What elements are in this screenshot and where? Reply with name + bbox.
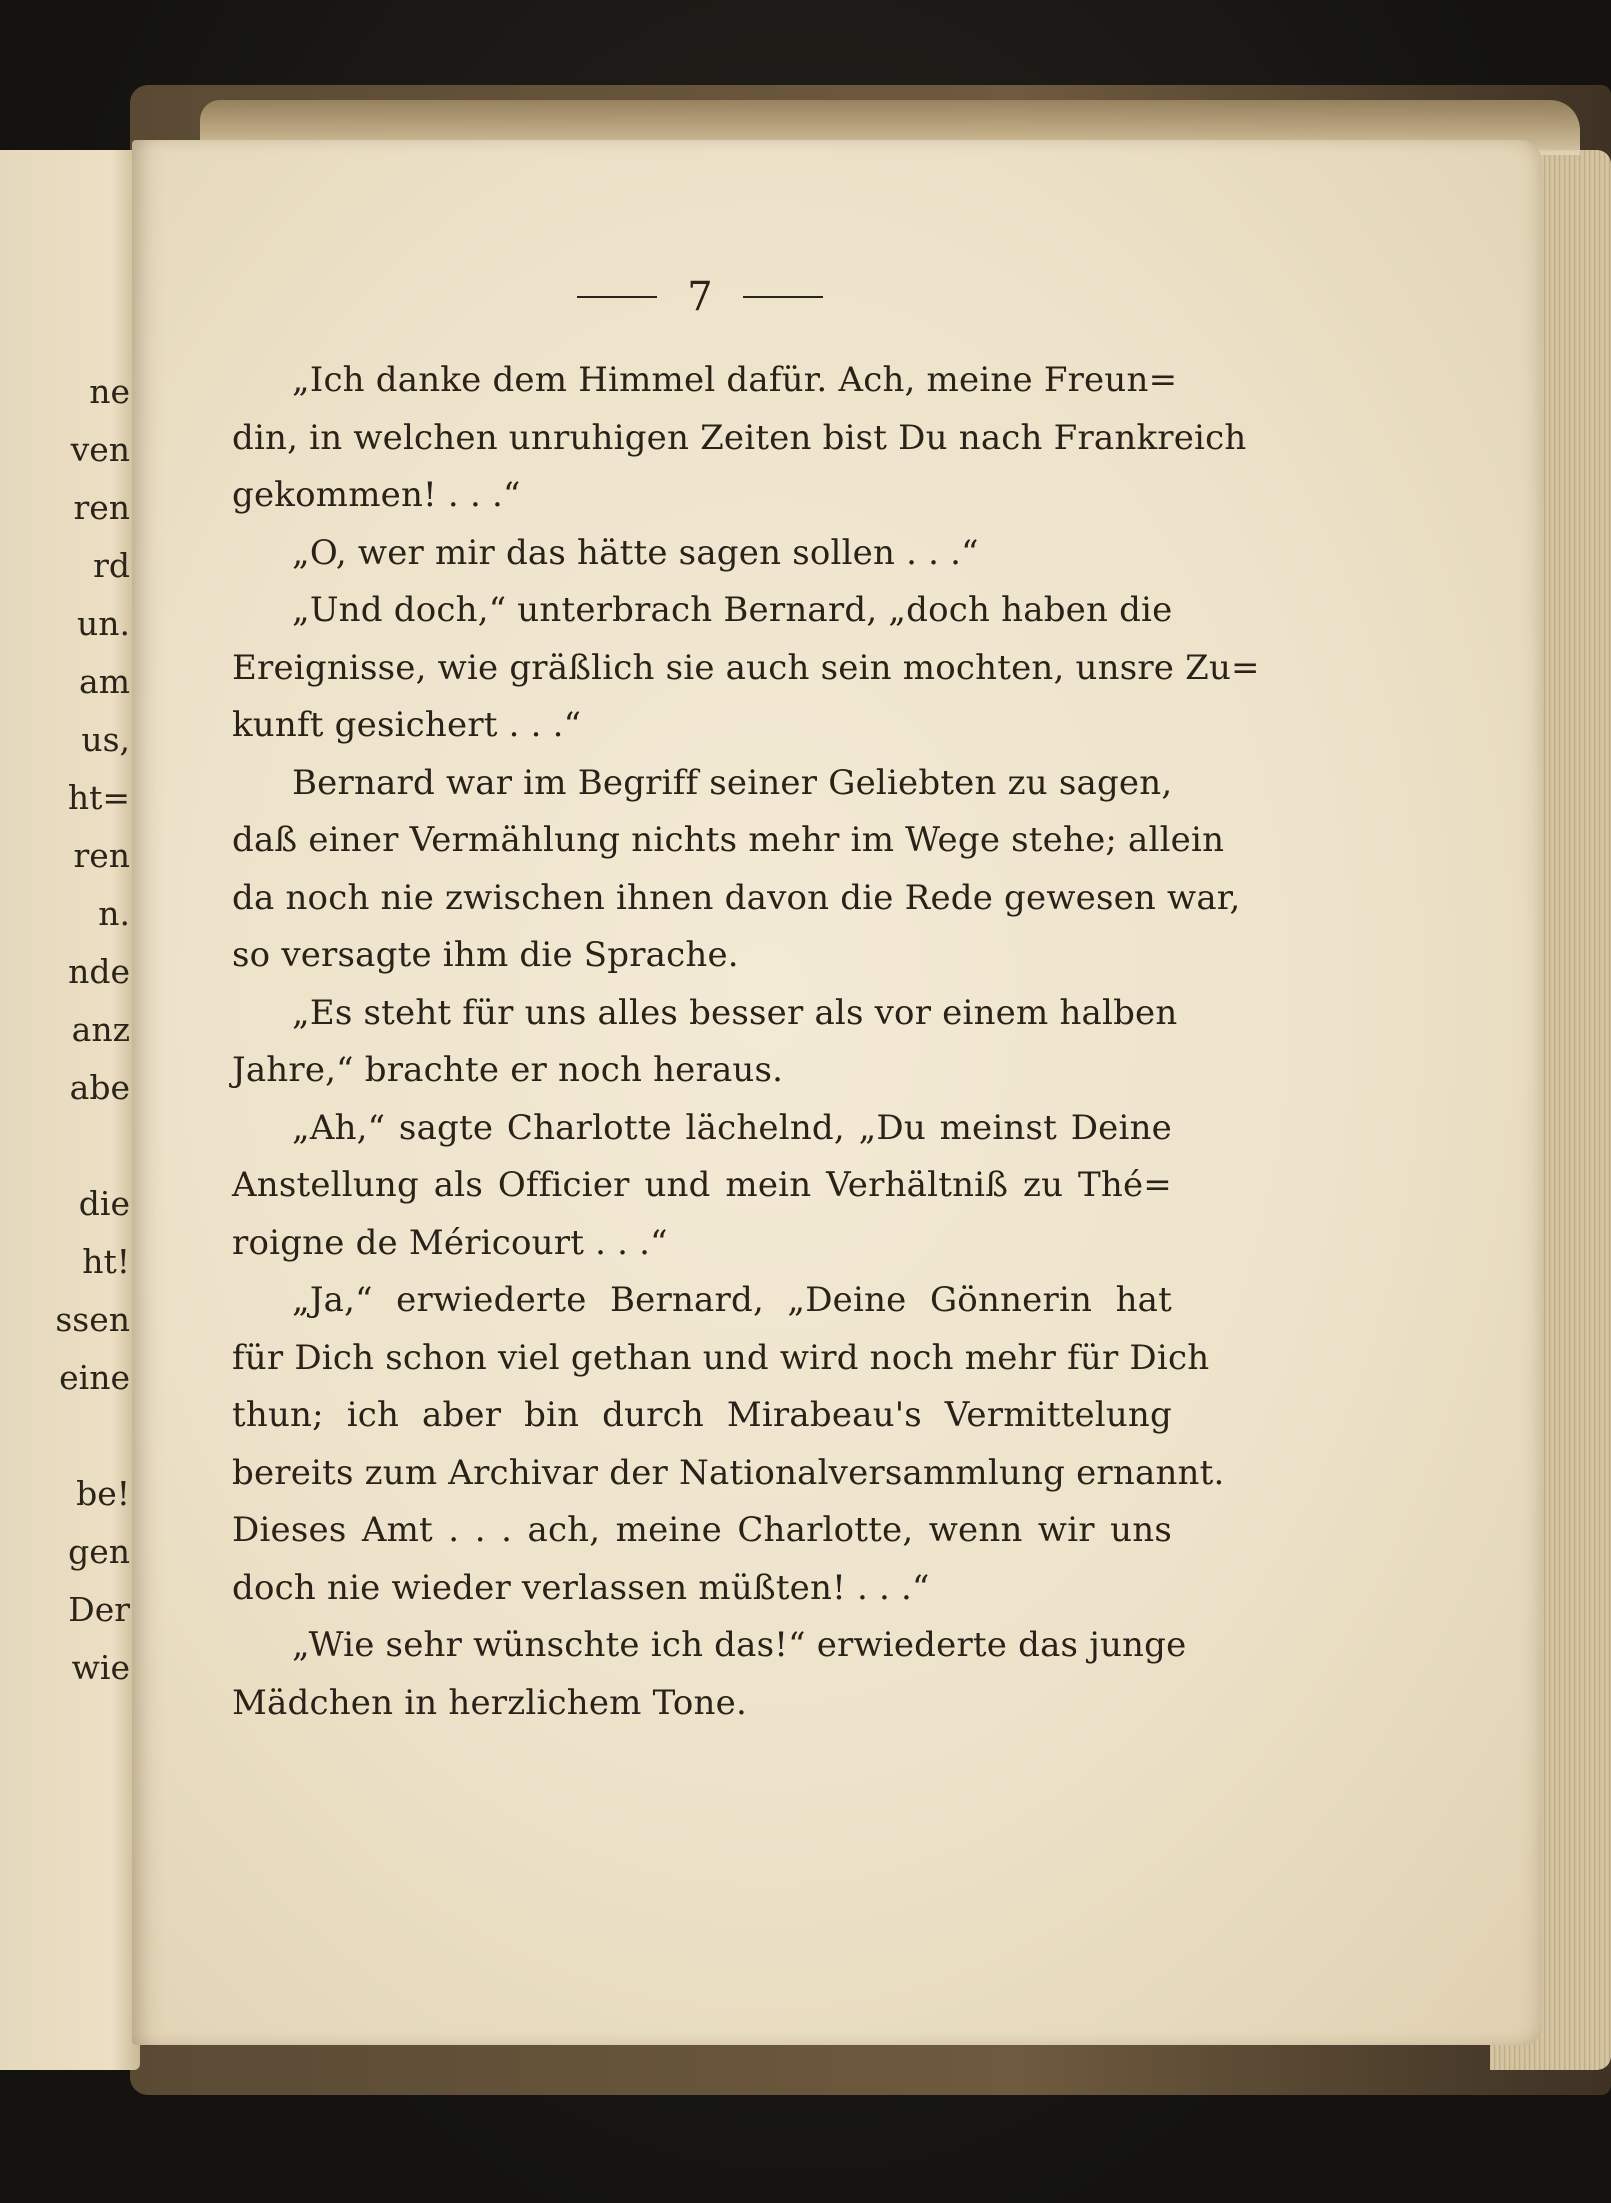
text-line: „Und doch,“ unterbrach Bernard, „doch haben die xyxy=(292,590,1173,630)
text-line: Jahre,“ brachte er noch heraus. xyxy=(232,1050,784,1090)
left-page-fragment: un. xyxy=(77,604,130,643)
page-header xyxy=(560,272,840,322)
left-page-fragment: ht= xyxy=(67,778,130,817)
text-line: „Ja,“ erwiederte Bernard, „Deine Gönnerin hat xyxy=(292,1280,1172,1320)
text-line: roigne de Méricourt . . .“ xyxy=(232,1222,668,1263)
left-page-fragment: gen xyxy=(68,1532,130,1571)
left-page-fragment: am xyxy=(79,662,130,701)
text-line: daß einer Vermählung nichts mehr im Wege stehe; allein xyxy=(232,820,1225,860)
text-line: so versagte ihm die Sprache. xyxy=(232,935,739,975)
text-line: gekommen! . . .“ xyxy=(232,475,521,515)
text-line: da noch nie zwischen ihnen davon die Rede gewesen war, xyxy=(232,877,1241,918)
left-page-fragment: us, xyxy=(81,720,130,759)
body-text xyxy=(232,352,1260,1732)
text-line: bereits zum Archivar der Nationalversammlung ernannt. xyxy=(232,1452,1225,1493)
left-page-fragment: ssen xyxy=(55,1300,130,1339)
left-page-fragment: ht! xyxy=(82,1242,130,1281)
left-page-fragment: die xyxy=(78,1184,130,1223)
left-page-fragment: ven xyxy=(70,430,130,469)
left-page-fragment: n. xyxy=(98,894,130,933)
text-line: „Ah,“ sagte Charlotte lächelnd, „Du meinst Deine xyxy=(292,1107,1172,1148)
text-line: „Wie sehr wünschte ich das!“ erwiederte das junge xyxy=(292,1625,1187,1665)
text-line: für Dich schon viel gethan und wird noch mehr für Dich xyxy=(232,1337,1210,1378)
left-page-fragment: rd xyxy=(93,546,130,585)
left-page-fragment: anz xyxy=(71,1010,130,1049)
left-page-fragment: abe xyxy=(69,1068,130,1107)
left-page-fragment: nde xyxy=(68,952,130,991)
text-line: Mädchen in herzlichem Tone. xyxy=(232,1682,747,1723)
text-line: din, in welchen unruhigen Zeiten bist Du nach Frankreich xyxy=(232,417,1247,458)
left-page xyxy=(0,150,140,2070)
left-page-fragment: wie xyxy=(71,1648,130,1687)
text-line: Anstellung als Officier und mein Verhältniß zu Thé= xyxy=(232,1165,1172,1205)
left-page-fragment: be! xyxy=(76,1474,130,1513)
text-line: „O, wer mir das hätte sagen sollen . . .“ xyxy=(292,532,979,573)
text-line: kunft gesichert . . .“ xyxy=(232,705,582,745)
page-number: 7 xyxy=(687,274,713,320)
text-line: „Es steht für uns alles besser als vor einem halben xyxy=(292,992,1178,1033)
left-page-fragment: ne xyxy=(89,372,130,411)
header-rule-right xyxy=(743,296,823,298)
text-line: Bernard war im Begriff seiner Geliebten zu sagen, xyxy=(292,762,1173,803)
text-line: doch nie wieder verlassen müßten! . . .“ xyxy=(232,1567,930,1608)
left-page-fragment: Der xyxy=(68,1590,130,1629)
left-page-fragment: ren xyxy=(73,488,130,527)
text-line: Ereignisse, wie gräßlich sie auch sein mochten, unsre Zu= xyxy=(232,647,1260,688)
left-page-fragment: eine xyxy=(59,1358,130,1397)
header-rule-left xyxy=(577,296,657,298)
text-line: Dieses Amt . . . ach, meine Charlotte, wenn wir uns xyxy=(232,1510,1172,1550)
text-line: „Ich danke dem Himmel dafür. Ach, meine Freun= xyxy=(292,360,1178,400)
left-page-fragment: ren xyxy=(73,836,130,875)
text-line: thun; ich aber bin durch Mirabeau's Vermittelung xyxy=(232,1395,1172,1435)
